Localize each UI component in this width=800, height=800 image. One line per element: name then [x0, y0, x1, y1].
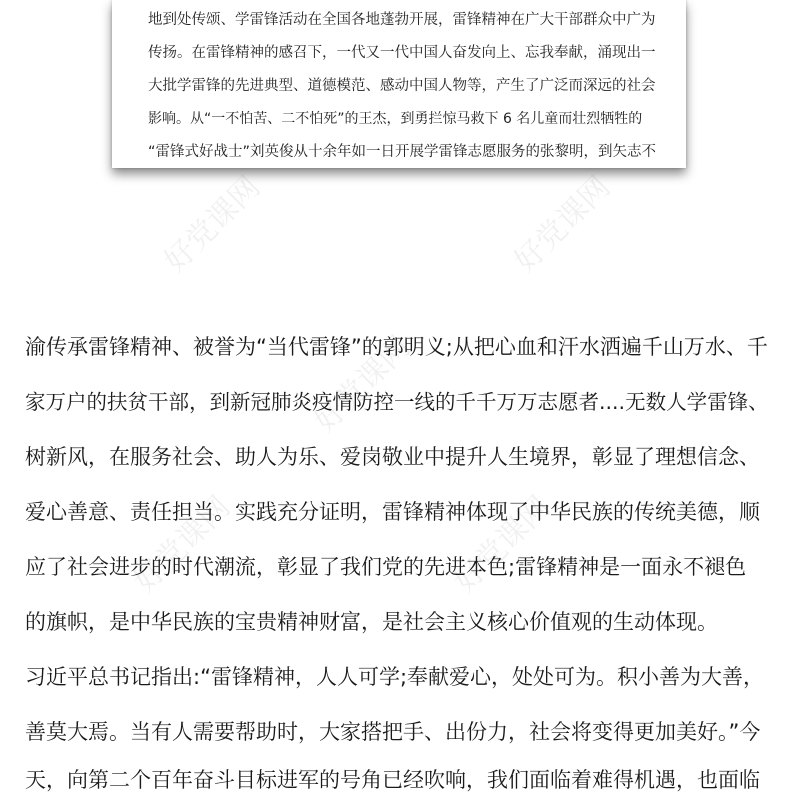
body-text-line: 渝传承雷锋精神、被誉为“当代雷锋”的郭明义;从把心血和汗水洒遍千山万水、千 — [25, 335, 768, 359]
body-text-line: 善莫大焉。当有人需要帮助时，大家搭把手、出份力，社会将变得更加美好。”今 — [25, 720, 761, 744]
body-text-line: 习近平总书记指出:“雷锋精神，人人可学;奉献爱心，处处可为。积小善为大善， — [25, 665, 765, 689]
card-text-line: 传扬。在雷锋精神的感召下，一代又一代中国人奋发向上、忘我奉献，涌现出一 — [148, 45, 656, 61]
watermark: 好党课网 — [157, 169, 268, 280]
card-text-line: 影响。从“一不怕苦、二不怕死”的王杰，到勇拦惊马救下 6 名儿童而壮烈牺牲的 — [148, 111, 643, 127]
watermark: 好党课网 — [447, 489, 558, 600]
card-text-line: “雷锋式好战士”刘英俊从十余年如一日开展学雷锋志愿服务的张黎明，到矢志不 — [148, 144, 657, 160]
body-text-line: 的旗帜，是中华民族的宝贵精神财富，是社会主义核心价值观的生动体现。 — [25, 610, 718, 634]
body-text-line: 爱心善意、责任担当。实践充分证明，雷锋精神体现了中华民族的传统美德，顺 — [25, 500, 760, 524]
body-text-line: 树新风，在服务社会、助人为乐、爱岗敬业中提升人生境界，彰显了理想信念、 — [25, 445, 760, 469]
quoted-document-card — [112, 0, 686, 168]
card-text-line: 大批学雷锋的先进典型、道德模范、感动中国人物等，产生了广泛而深远的社会 — [148, 78, 656, 94]
watermark: 好党课网 — [307, 329, 418, 440]
body-text-line: 应了社会进步的时代潮流，彰显了我们党的先进本色;雷锋精神是一面永不褪色 — [25, 555, 747, 579]
watermark: 好党课网 — [507, 169, 618, 280]
body-text-line: 天，向第二个百年奋斗目标进军的号角已经吹响，我们面临着难得机遇，也面临 — [25, 768, 760, 792]
body-text-line: 家万户的扶贫干部，到新冠肺炎疫情防控一线的千千万万志愿者....无数人学雷锋、 — [25, 390, 769, 414]
card-text-line: 地到处传颂、学雷锋活动在全国各地蓬勃开展，雷锋精神在广大干部群众中广为 — [148, 12, 656, 28]
watermark: 好党课网 — [127, 489, 238, 600]
